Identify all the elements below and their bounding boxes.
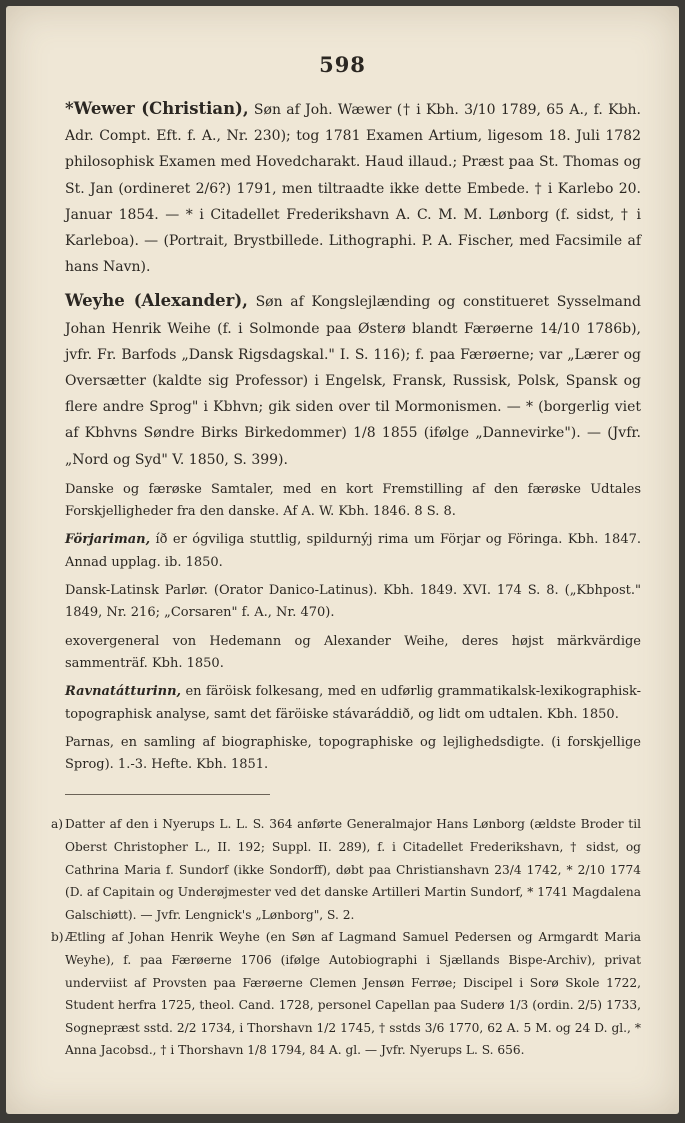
literature-title: Ravnatátturinn, [65,684,182,700]
page-number: 598 [319,52,366,77]
biography-entry-weyhe [65,288,641,472]
footnotes [51,813,641,1062]
footnote-text: Ætling af Johan Henrik Weyhe (en Søn af Lagmand Samuel Pedersen og Armgardt Maria Weyhe), f. paa Færøerne 1706 (ifølge Autobiographi i Sjællands Bispe-Archiv), privat underviist af Provsten paa Færøerne Clemen Jensøn Ferrøe; Discipel i Sorø Skole 1722, Student herfra 1725, theol. Cand. 1728, personel Capellan paa Suderø 1/3 (ordin. 2/5) 1733, Sognepræst sstd. 2/2 1734, i Thorshavn 1/2 1745, † sstds 3/6 1770, 62 A. 5 M. og 24 D. gl., * Anna Jacobsd., † i Thorshavn 1/8 1794, 84 A. gl. — Jvfr. Nyerups L. S. 656. [65,930,641,1058]
literature-item [65,631,641,676]
literature-text: en färöisk folkesang, med en udførlig grammatikalsk-lexikographisk-topographisk analyse, samt det färöiske stávaráddið, og lidt om udtalen. Kbh. 1850. [65,684,641,722]
literature-item [65,681,641,726]
book-page [6,6,679,1114]
page-content [51,96,642,1062]
literature-text: Dansk-Latinsk Parlør. (Orator Danico-Latinus). Kbh. 1849. XVI. 174 S. 8. („Kbhpost." 1849, Nr. 216; „Corsaren" f. A., Nr. 470). [65,583,641,621]
entry-text: Søn af Kongslejlænding og constitueret Sysselmand Johan Henrik Weihe (f. i Solmonde paa Østerø blandt Færøerne 14/10 1786b), jvfr. Fr. Barfods „Dansk Rigsdagskal." I. S. 116); f. paa Færøerne; var „Lærer og Oversætter (kaldte sig Professor) i Engelsk, Fransk, Russisk, Polsk, Spansk og flere andre Sprog" i Kbhvn; gik siden over til Mormonismen. — * (borgerlig viet af Kbhvns Søndre Birks Birkedommer) 1/8 1855 (ifølge „Dannevirke"). — (Jvfr. „Nord og Syd" V. 1850, S. 399). [65,294,642,468]
literature-text: exovergeneral von Hedemann og Alexander Weihe, deres højst märkvärdige sammenträf. Kbh. 1850. [65,633,641,671]
entry-heading: Weyhe (Alexander), [65,291,248,311]
literature-title: Förjariman, [65,532,151,548]
footnote-b [51,926,641,1062]
footnote-label: b) [51,930,64,945]
entry-text: Søn af Joh. Wæwer († i Kbh. 3/10 1789, 65 A., f. Kbh. Adr. Compt. Eft. f. A., Nr. 230); tog 1781 Examen Artium, ligesom 18. Juli 1782 philosophisk Examen med Hovedcharakt. Haud illaud.; Præst paa St. Thomas og St. Jan (ordineret 2/6?) 1791, men tiltraadte ikke dette Embede. † i Karlebo 20. Januar 1854. — * i Citadellet Frederikshavn A. C. M. M. Lønborg (f. sidst, † i Karleboa). — (Portrait, Brystbillede. Lithographi. P. A. Fischer, med Facsimile af hans Navn). [65,102,641,276]
footnote-label: a) [51,817,64,832]
biography-entry-wewer [65,96,641,280]
literature-item [65,529,641,574]
literature-text: íð er ógviliga stuttlig, spildurnýj rima um Förjar og Föringa. Kbh. 1847. Annad upplag. ib. 1850. [65,532,641,570]
footnote-a [51,813,641,926]
footnote-text: Datter af den i Nyerups L. L. S. 364 anførte Generalmajor Hans Lønborg (ældste Broder til Oberst Christopher L., II. 192; Suppl. II. 289), f. i Citadellet Frederikshavn, † sidst, og Cathrina Maria f. Sundorf (ikke Sondorff), døbt paa Christianshavn 23/4 1742, * 2/10 1774 (D. af Capitain og Underøjmester ved det danske Artilleri Martin Sundorf, * 1741 Magdalena Galschiøtt). — Jvfr. Lengnick's „Lønborg", S. 2. [65,817,641,922]
footnote-divider [65,794,270,795]
literature-text: Parnas, en samling af biographiske, topographiske og lejlighedsdigte. (i forskjellige Sprog). 1.-3. Hefte. Kbh. 1851. [65,734,641,773]
literature-item [65,732,641,777]
literature-text: Danske og færøske Samtaler, med en kort Fremstilling af den færøske Udtales Forskjelligheder fra den danske. Af A. W. Kbh. 1846. 8 S. 8. [65,481,641,520]
literature-item [65,580,641,625]
literature-item [65,479,641,524]
entry-heading: *Wewer (Christian), [65,99,249,118]
